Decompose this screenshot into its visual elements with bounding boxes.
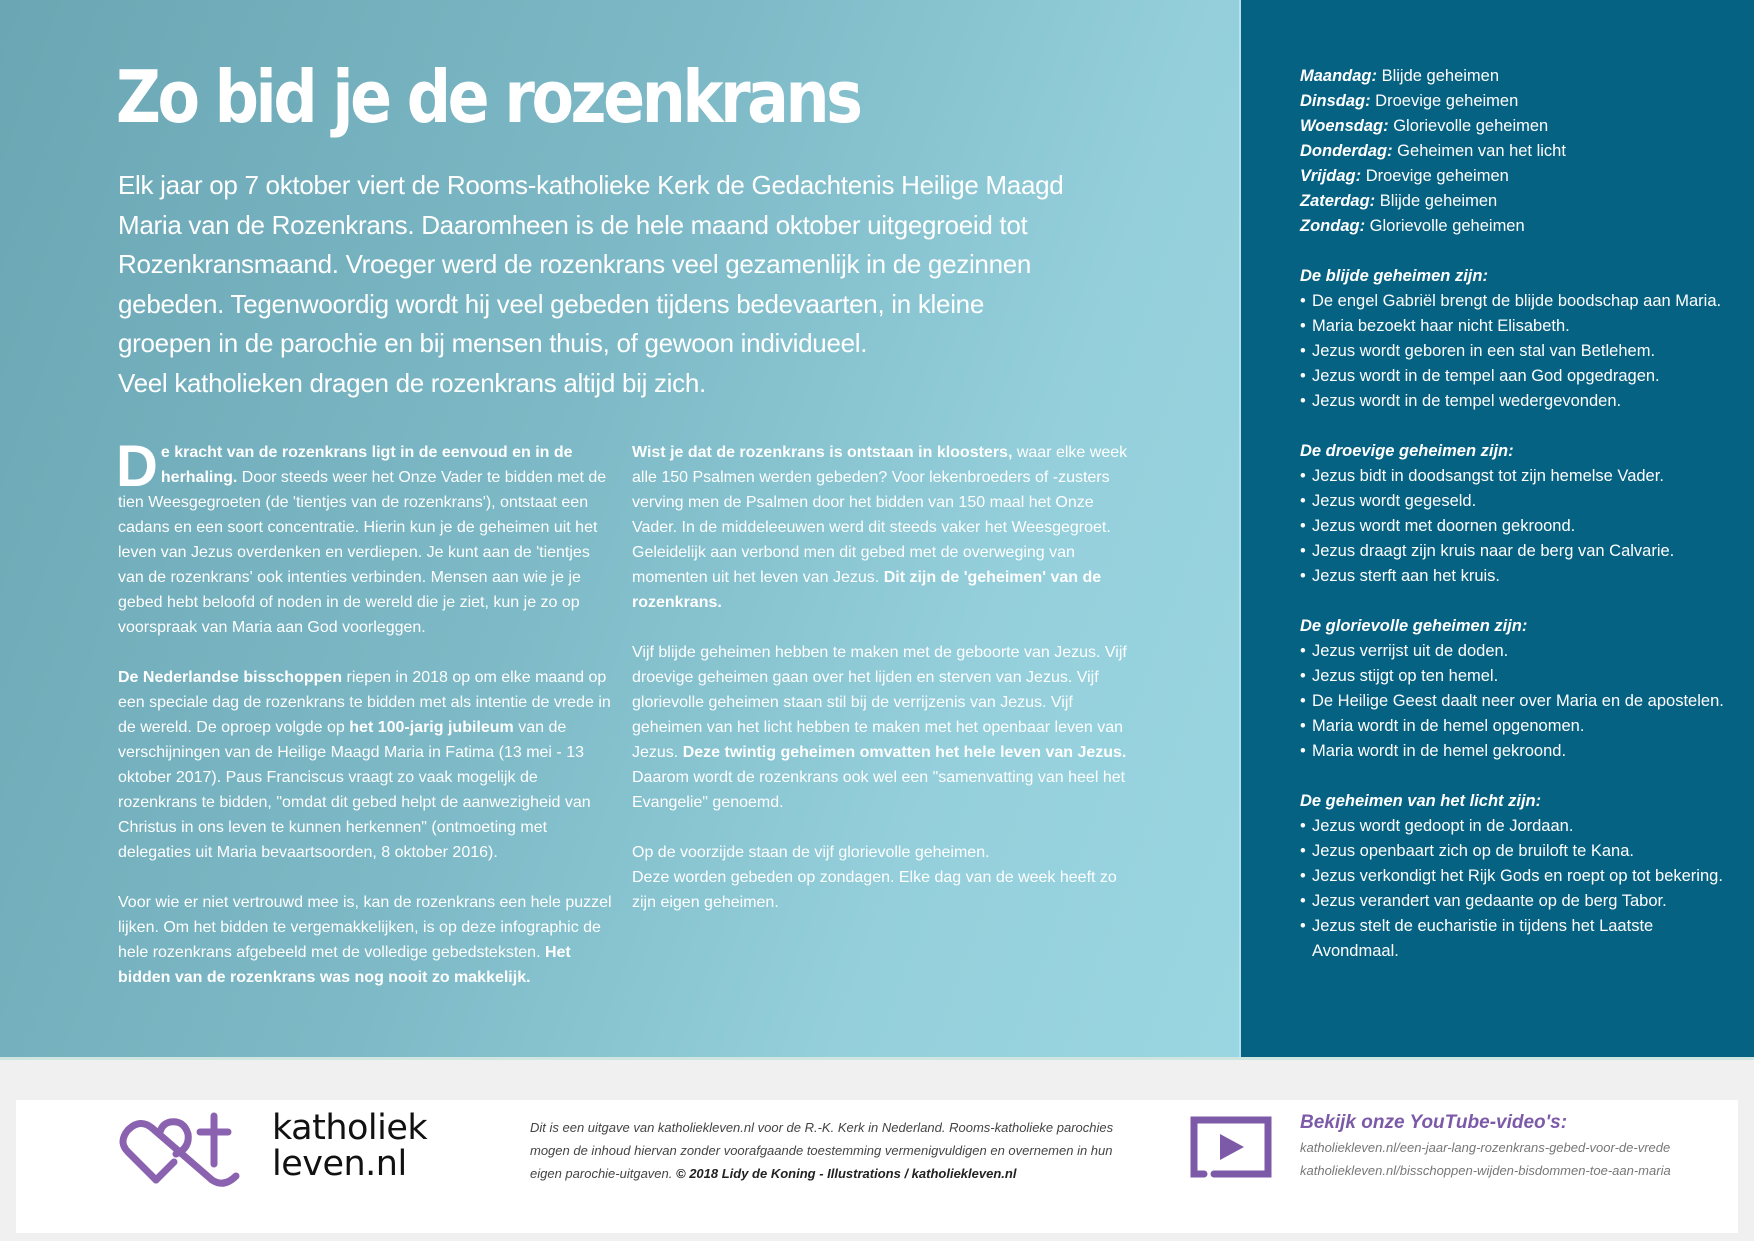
weekday-row <box>1300 164 1740 189</box>
list-item-text: Jezus openbaart zich op de bruiloft te Kana. <box>1312 842 1634 860</box>
weekday-row <box>1300 114 1740 139</box>
bullet-icon: • <box>1300 317 1306 335</box>
katholiekleven-logo[interactable] <box>116 1108 476 1188</box>
day-name: Dinsdag: <box>1300 92 1371 110</box>
list-item <box>1300 739 1740 764</box>
column-left <box>116 434 618 1015</box>
list-item-text: Jezus wordt gegeseld. <box>1312 492 1477 510</box>
intro-line: groepen in de parochie en bij mensen thuis, of gewoon individueel. <box>118 328 868 358</box>
section-licht <box>1300 789 1740 964</box>
bullet-icon: • <box>1300 492 1306 510</box>
day-mystery: Glorievolle geheimen <box>1365 217 1525 235</box>
bullet-icon: • <box>1300 867 1306 885</box>
youtube-link[interactable]: katholiekleven.nl/bisschoppen-wijden-bisdommen-toe-aan-maria <box>1300 1163 1671 1178</box>
list-item <box>1300 489 1740 514</box>
list-item-text: De Heilige Geest daalt neer over Maria en de apostelen. <box>1312 692 1724 710</box>
disclaimer-body: Dit is een uitgave van katholiekleven.nl voor de R.-K. Kerk in Nederland. Rooms-katholieke parochies mogen de inhoud hiervan zonder voorafgaande toestemming vermenigvuldigen en overnemen in hun eigen parochie-uitgaven. <box>530 1120 1114 1181</box>
bold-text: e kracht van de rozenkrans ligt in de eenvoud en in de herhaling. <box>160 444 573 486</box>
weekday-row <box>1300 214 1740 239</box>
section-heading: De droevige geheimen zijn: <box>1300 442 1514 460</box>
bullet-icon: • <box>1300 367 1306 385</box>
paragraph-kloosters <box>632 440 1132 615</box>
paragraph-puzzel <box>118 890 618 990</box>
list-item <box>1300 539 1740 564</box>
list-item-text: Maria wordt in de hemel opgenomen. <box>1312 717 1585 735</box>
list-item-text: Jezus verandert van gedaante op de berg Tabor. <box>1312 892 1667 910</box>
bullet-icon: • <box>1300 817 1306 835</box>
list-item-text: Jezus wordt met doornen gekroond. <box>1312 517 1576 535</box>
paragraph-bisschoppen <box>118 665 618 865</box>
paragraph-voorzijde <box>632 840 1132 915</box>
list-item-text: Jezus wordt geboren in een stal van Betlehem. <box>1312 342 1656 360</box>
bold-text: het 100-jarig jubileum <box>349 719 514 736</box>
day-mystery: Droevige geheimen <box>1361 167 1509 185</box>
bullet-icon: • <box>1300 717 1306 735</box>
list-item-text: Jezus stijgt op ten hemel. <box>1312 667 1499 685</box>
section-heading: De geheimen van het licht zijn: <box>1300 792 1542 810</box>
intro-line: Elk jaar op 7 oktober viert de Rooms-katholieke Kerk de Gedachtenis Heilige Maagd <box>118 170 1064 200</box>
list-item-text: Jezus sterft aan het kruis. <box>1312 567 1501 585</box>
mystery-list <box>1300 639 1740 764</box>
list-item-text: Maria wordt in de hemel gekroond. <box>1312 742 1567 760</box>
day-name: Donderdag: <box>1300 142 1393 160</box>
bold-text: Dit zijn de 'geheimen' van de rozenkrans. <box>632 569 1102 611</box>
list-item <box>1300 564 1740 589</box>
list-item-text: Jezus stelt de eucharistie in tijdens het Laatste Avondmaal. <box>1312 917 1654 960</box>
day-mystery: Blijde geheimen <box>1375 192 1498 210</box>
bullet-icon: • <box>1300 292 1306 310</box>
bullet-icon: • <box>1300 667 1306 685</box>
page-title: Zo bid je de rozenkrans <box>116 55 860 139</box>
column-middle <box>632 440 1132 940</box>
bullet-icon: • <box>1300 917 1306 935</box>
disclaimer-text <box>530 1116 1140 1185</box>
list-item-text: Jezus wordt gedoopt in de Jordaan. <box>1312 817 1574 835</box>
day-name: Maandag: <box>1300 67 1378 85</box>
weekday-row <box>1300 139 1740 164</box>
body-text: Deze worden gebeden op zondagen. Elke dag van de week heeft zo zijn eigen geheimen. <box>632 869 1117 911</box>
list-item <box>1300 364 1740 389</box>
copyright-credit: © 2018 Lidy de Koning - Illustrations / katholiekleven.nl <box>676 1166 1017 1181</box>
list-item <box>1300 864 1740 889</box>
body-text: Vijf blijde geheimen hebben te maken met de geboorte van Jezus. Vijf droevige geheimen gaan over het lijden en sterven van Jezus. Vijf glorievolle geheimen staan stil bij de verrijzenis van Jezus. Vijf geheimen van het licht hebben te maken met het openbaar leven van Jezus. <box>632 644 1127 761</box>
list-item-text: De engel Gabriël brengt de blijde boodschap aan Maria. <box>1312 292 1722 310</box>
day-mystery: Glorievolle geheimen <box>1388 117 1549 135</box>
bold-text: Wist je dat de rozenkrans is ontstaan in kloosters, <box>632 444 1013 461</box>
youtube-link[interactable]: katholiekleven.nl/een-jaar-lang-rozenkrans-gebed-voor-de-vrede <box>1300 1140 1671 1155</box>
list-item <box>1300 914 1740 964</box>
section-droevige <box>1300 439 1740 589</box>
body-text: van de verschijningen van de Heilige Maagd Maria in Fatima (13 mei - 13 oktober 2017). Paus Franciscus vraagt zo vaak mogelijk de rozenkrans te bidden, "omdat dit gebed helpt de aanwezigheid van Christus in ons leven te kunnen herkennen" (ontmoeting met delegaties uit Maria bevaartsoorden, 8 oktober 2016). <box>118 719 591 861</box>
list-item <box>1300 464 1740 489</box>
drop-cap: D <box>116 434 158 499</box>
bullet-icon: • <box>1300 467 1306 485</box>
bullet-icon: • <box>1300 892 1306 910</box>
body-text: Voor wie er niet vertrouwd mee is, kan de rozenkrans een hele puzzel lijken. Om het bidden te vergemakkelijken, is op deze infographic de hele rozenkrans afgebeeld met de volledige gebedsteksten. <box>118 894 612 961</box>
bold-text: Het bidden van de rozenkrans was nog nooit zo makkelijk. <box>118 944 571 986</box>
logo-line: leven.nl <box>272 1144 407 1184</box>
youtube-heading: Bekijk onze YouTube-video's: <box>1300 1112 1568 1133</box>
list-item <box>1300 889 1740 914</box>
intro-line: Veel katholieken dragen de rozenkrans altijd bij zich. <box>118 367 706 398</box>
body-text: Door steeds weer het Onze Vader te bidden met de tien Weesgegroeten (de 'tientjes van de rozenkrans'), ontstaat een cadans en een soort concentratie. Hierin kun je de geheimen uit het leven van Jezus overdenken en verdiepen. Je kunt aan de 'tientjes van de rozenkrans' ook intenties verbinden. Mensen aan wie je je gebed hebt beloofd of noden in de wereld die je ziet, kun je zo op voorspraak van Maria aan God voorleggen. <box>118 469 607 636</box>
bullet-icon: • <box>1300 392 1306 410</box>
section-heading: De glorievolle geheimen zijn: <box>1300 617 1528 635</box>
day-name: Zaterdag: <box>1300 192 1376 210</box>
intro-line: Rozenkransmaand. Vroeger werd de rozenkrans veel gezamenlijk in de gezinnen <box>118 249 1032 279</box>
weekday-row <box>1300 64 1740 89</box>
youtube-section <box>1300 1110 1740 1182</box>
body-text: riepen in 2018 op om elke maand op een speciale dag de rozenkrans te bidden met als intentie de vrede in de wereld. De oproep volgde op <box>118 669 611 736</box>
bold-text: De Nederlandse bisschoppen <box>118 669 343 686</box>
weekday-row <box>1300 189 1740 214</box>
list-item <box>1300 289 1740 314</box>
day-name: Woensdag: <box>1300 117 1389 135</box>
bullet-icon: • <box>1300 567 1306 585</box>
bullet-icon: • <box>1300 842 1306 860</box>
list-item-text: Jezus wordt in de tempel aan God opgedragen. <box>1312 367 1660 385</box>
section-heading: De blijde geheimen zijn: <box>1300 267 1488 285</box>
body-text: waar elke week alle 150 Psalmen werden gebeden? Voor lekenbroeders of -zusters verving men de Psalmen door het bidden van 150 maal het Onze Vader. In de middeleeuwen werd dit steeds vaker het Weesgegroet. Geleidelijk aan verbond men dit gebed met de overweging van momenten uit het leven van Jezus. <box>632 444 1128 586</box>
day-name: Vrijdag: <box>1300 167 1362 185</box>
paragraph-vijf-geheimen <box>632 640 1132 815</box>
video-play-icon[interactable] <box>1188 1114 1274 1180</box>
list-item <box>1300 639 1740 664</box>
mystery-list <box>1300 464 1740 589</box>
day-name: Zondag: <box>1300 217 1366 235</box>
bullet-icon: • <box>1300 692 1306 710</box>
list-item <box>1300 714 1740 739</box>
bold-text: Deze twintig geheimen omvatten het hele leven van Jezus. <box>682 744 1127 761</box>
list-item-text: Jezus draagt zijn kruis naar de berg van Calvarie. <box>1312 542 1675 560</box>
day-mystery: Droevige geheimen <box>1370 92 1519 110</box>
logo-line: katholiek <box>272 1108 428 1148</box>
intro-line: Maria van de Rozenkrans. Daaromheen is de hele maand oktober uitgegroeid tot <box>118 209 1028 240</box>
list-item <box>1300 689 1740 714</box>
list-item-text: Jezus wordt in de tempel wedergevonden. <box>1312 392 1622 410</box>
weekday-schedule <box>1300 64 1740 239</box>
mysteries-sidebar <box>1300 64 1740 964</box>
list-item-text: Maria bezoekt haar nicht Elisabeth. <box>1312 317 1570 335</box>
bullet-icon: • <box>1300 642 1306 660</box>
paragraph-kracht <box>116 434 618 640</box>
list-item <box>1300 664 1740 689</box>
bullet-icon: • <box>1300 742 1306 760</box>
list-item <box>1300 389 1740 414</box>
section-blijde <box>1300 264 1740 414</box>
list-item-text: Jezus verrijst uit de doden. <box>1312 642 1509 660</box>
mystery-list <box>1300 289 1740 414</box>
logo-wordmark <box>272 1110 427 1182</box>
body-text: Op de voorzijde staan de vijf glorievolle geheimen. <box>632 844 990 861</box>
intro-paragraph <box>118 166 1128 403</box>
intro-line: gebeden. Tegenwoordig wordt hij veel gebeden tijdens bedevaarten, in kleine <box>118 288 984 319</box>
list-item <box>1300 514 1740 539</box>
heart-cross-logo-icon <box>116 1108 256 1188</box>
bullet-icon: • <box>1300 542 1306 560</box>
section-glorievolle <box>1300 614 1740 764</box>
bullet-icon: • <box>1300 342 1306 360</box>
list-item <box>1300 839 1740 864</box>
list-item <box>1300 314 1740 339</box>
bullet-icon: • <box>1300 517 1306 535</box>
weekday-row <box>1300 89 1740 114</box>
list-item-text: Jezus verkondigt het Rijk Gods en roept op tot bekering. <box>1312 867 1723 885</box>
list-item <box>1300 814 1740 839</box>
list-item-text: Jezus bidt in doodsangst tot zijn hemelse Vader. <box>1312 467 1664 485</box>
day-mystery: Blijde geheimen <box>1377 67 1500 85</box>
day-mystery: Geheimen van het licht <box>1392 142 1566 160</box>
mystery-list <box>1300 814 1740 964</box>
body-text: Daarom wordt de rozenkrans ook wel een "samenvatting van heel het Evangelie" genoemd. <box>632 769 1126 811</box>
list-item <box>1300 339 1740 364</box>
